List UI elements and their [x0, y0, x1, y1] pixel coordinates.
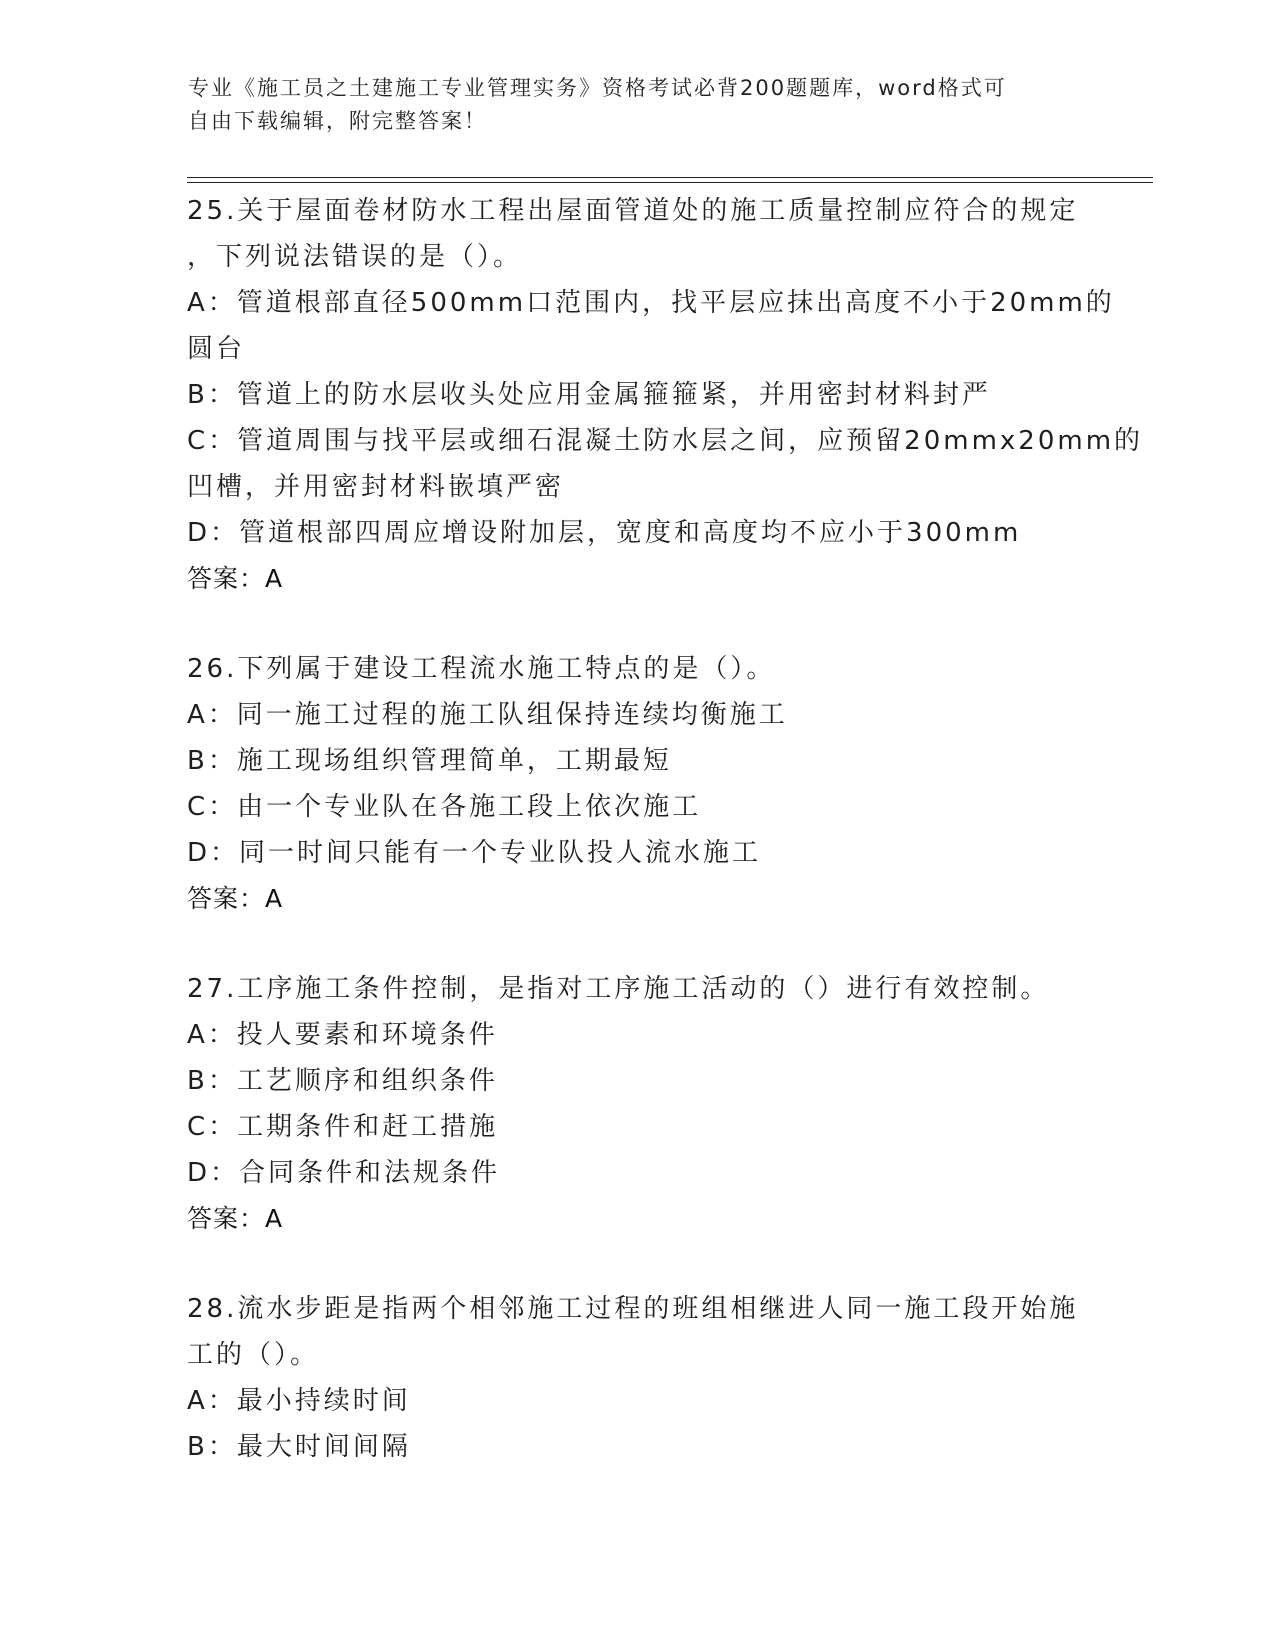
option-b: B：最大时间间隔 — [187, 1432, 411, 1462]
question-27 — [187, 966, 1087, 1242]
option-b: B：施工现场组织管理简单，工期最短 — [187, 746, 672, 776]
answer-label: 答案：A — [187, 564, 284, 593]
question-stem: 28.流水步距是指两个相邻施工过程的班组相继进人同一施工段开始施 — [187, 1294, 1079, 1324]
answer-label: 答案：A — [187, 1204, 284, 1233]
option-c: C：管道周围与找平层或细石混凝土防水层之间，应预留20mmx20mm的 — [187, 426, 1144, 456]
option-d: D：管道根部四周应增设附加层，宽度和高度均不应小于300mm — [187, 518, 1022, 548]
answer-label: 答案：A — [187, 884, 284, 913]
option-a: A：最小持续时间 — [187, 1386, 411, 1416]
question-stem: 26.下列属于建设工程流水施工特点的是（）。 — [187, 654, 776, 684]
document-header — [188, 72, 1088, 138]
option-a: A：同一施工过程的施工队组保持连续均衡施工 — [187, 700, 788, 730]
option-a: A：管道根部直径500mm口范围内，找平层应抹出高度不小于20mm的 — [187, 288, 1115, 318]
question-25 — [187, 188, 1144, 602]
option-c: 凹槽，并用密封材料嵌填严密 — [187, 472, 565, 502]
question-stem: 工的（）。 — [187, 1340, 320, 1370]
question-stem: 27.工序施工条件控制，是指对工序施工活动的（）进行有效控制。 — [187, 974, 1050, 1004]
option-b: B：工艺顺序和组织条件 — [187, 1066, 498, 1096]
option-d: D：合同条件和法规条件 — [187, 1158, 501, 1188]
header-line-2: 自由下载编辑，附完整答案！ — [188, 109, 487, 133]
option-a: A：投人要素和环境条件 — [187, 1020, 498, 1050]
option-b: B：管道上的防水层收头处应用金属箍箍紧，并用密封材料封严 — [187, 380, 991, 410]
header-divider-bottom — [187, 182, 1153, 183]
question-list — [187, 188, 1144, 1514]
question-26 — [187, 646, 1087, 922]
option-d: D：同一时间只能有一个专业队投人流水施工 — [187, 838, 762, 868]
question-stem: 25.关于屋面卷材防水工程出屋面管道处的施工质量控制应符合的规定 — [187, 196, 1079, 226]
option-c: C：由一个专业队在各施工段上依次施工 — [187, 792, 702, 822]
question-28 — [187, 1286, 1087, 1470]
option-c: C：工期条件和赶工措施 — [187, 1112, 499, 1142]
option-a: 圆台 — [187, 334, 246, 364]
header-divider-top — [187, 177, 1153, 178]
question-stem: ，下列说法错误的是（）。 — [187, 242, 523, 272]
header-line-1: 专业《施工员之土建施工专业管理实务》资格考试必背200题题库，word格式可 — [188, 76, 1007, 100]
